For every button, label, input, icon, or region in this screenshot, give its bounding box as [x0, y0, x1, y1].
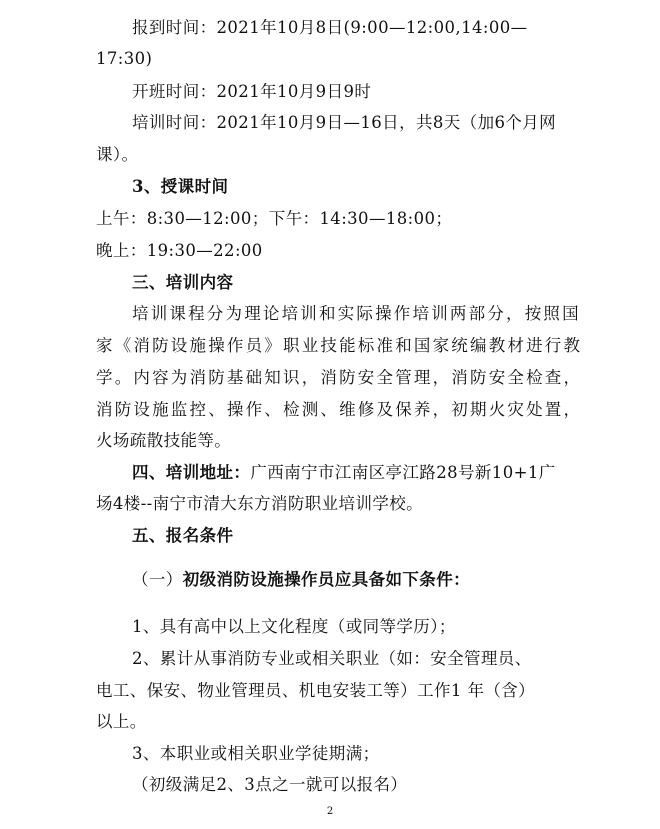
content-paragraph-line: 学。内容为消防基础知识，消防安全管理，消防安全检查， — [96, 368, 583, 387]
opening-time: 开班时间：2021年10月9日9时 — [132, 82, 372, 101]
requirement-item-2-line3: 以上。 — [96, 712, 147, 731]
requirements-note: （初级满足2、3点之一就可以报名） — [132, 775, 408, 794]
subheading-text: 初级消防设施操作员应具备如下条件： — [182, 570, 471, 589]
location-line2: 场4楼--南宁市清大东方消防职业培训学校。 — [96, 494, 424, 513]
location-address-part1: 广西南宁市江南区亭江路28号新10+1广 — [250, 463, 556, 482]
requirements-heading: 五、报名条件 — [132, 526, 234, 545]
content-paragraph-line: 家《消防设施操作员》职业技能标准和国家统编教材进行教 — [96, 336, 583, 355]
requirements-subheading — [132, 570, 612, 590]
training-time-line1: 培训时间：2021年10月9日—16日，共8天（加6个月网 — [132, 113, 557, 132]
requirement-item-2-line2: 电工、保安、物业管理员、机电安装工等）工作1 年（含） — [96, 681, 536, 700]
requirement-item-3: 3、本职业或相关职业学徒期满； — [132, 744, 380, 763]
content-heading: 三、培训内容 — [132, 273, 234, 292]
content-paragraph-line: 消防设施监控、操作、检测、维修及保养，初期火灾处置， — [96, 400, 583, 419]
subheading-prefix: （一） — [132, 570, 183, 589]
location-label: 四、培训地址： — [132, 463, 251, 482]
content-paragraph-line: 培训课程分为理论培训和实际操作培训两部分，按照国 — [132, 304, 581, 323]
registration-time-line1: 报到时间：2021年10月8日(9:00—12:00,14:00— — [132, 18, 528, 37]
requirement-item-2-line1: 2、累计从事消防专业或相关职业（如：安全管理员、 — [132, 649, 532, 668]
registration-time-line2: 17:30) — [96, 49, 153, 68]
content-paragraph-line: 火场疏散技能等。 — [96, 431, 232, 450]
location-line1 — [132, 463, 612, 483]
page-number: 2 — [326, 806, 334, 817]
class-hours-evening: 晚上：19:30—22:00 — [96, 241, 263, 260]
training-time-line2: 课）。 — [96, 145, 139, 164]
class-hours-heading: 3、授课时间 — [132, 177, 229, 196]
class-hours-day: 上午：8:30—12:00；下午：14:30—18:00； — [96, 209, 453, 228]
requirement-item-1: 1、具有高中以上文化程度（或同等学历）； — [132, 617, 456, 636]
